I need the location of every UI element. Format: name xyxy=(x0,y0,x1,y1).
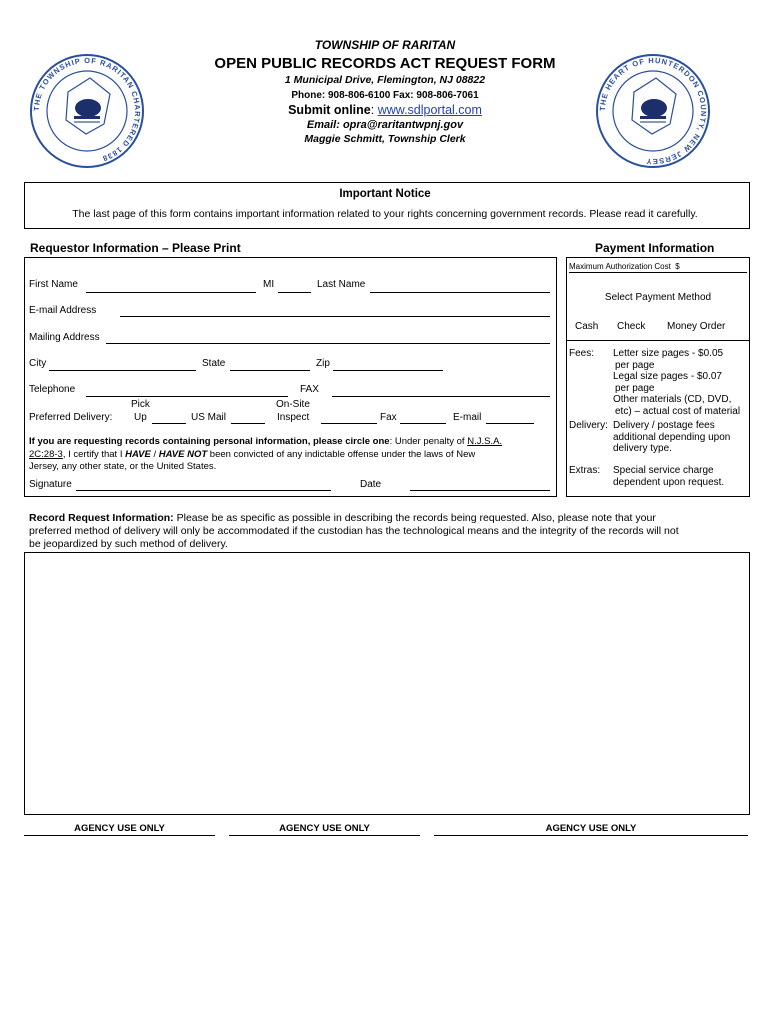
email-label: E-mail Address xyxy=(29,305,97,316)
record-request-instructions: Record Request Information: Please be as specific as possible in describing the records being requested. Also, please note that your preferred method of delivery will only be accommodated if the custodian has the technological means and the integrity of the records will not be jeopardized by such method of delivery. xyxy=(29,512,679,550)
first-name-label: First Name xyxy=(29,279,78,290)
last-name-field[interactable] xyxy=(370,279,550,293)
city-field[interactable] xyxy=(49,357,196,371)
delivery-label: Delivery: xyxy=(569,420,608,431)
date-label: Date xyxy=(360,479,382,490)
submit-online: Submit online: www.sdlportal.com xyxy=(288,103,482,117)
fees-list: Letter size pages - $0.05 per page Legal size pages - $0.07 per page Other materials (CD, DVD, etc) – actual cost of material xyxy=(613,348,741,417)
seal-inner-text: THE HEART OF HUNTERDON COUNTY, NEW JERSEY xyxy=(597,55,709,167)
up-label: Up xyxy=(134,412,147,423)
agency-use-col-1: AGENCY USE ONLY xyxy=(24,823,215,836)
mi-field[interactable] xyxy=(278,279,311,293)
date-field[interactable] xyxy=(410,478,550,491)
zip-field[interactable] xyxy=(333,357,443,371)
record-request-textarea[interactable] xyxy=(24,552,750,815)
township-name: TOWNSHIP OF RARITAN xyxy=(314,38,456,52)
max-auth-label: Maximum Authorization Cost $ xyxy=(569,262,680,271)
signature-field[interactable] xyxy=(76,478,331,491)
onsite-field[interactable] xyxy=(321,411,377,424)
requestor-heading: Requestor Information – Please Print xyxy=(30,241,241,255)
have-not-option[interactable]: HAVE NOT xyxy=(158,448,208,460)
phone-fax: Phone: 908-806-6100 Fax: 908-806-7061 xyxy=(291,90,479,101)
signature-label: Signature xyxy=(29,479,72,490)
payment-divider xyxy=(566,340,750,341)
state-field[interactable] xyxy=(230,357,310,371)
pick-label: Pick xyxy=(131,399,150,410)
telephone-field[interactable] xyxy=(86,383,288,397)
payment-check[interactable]: Check xyxy=(617,321,646,332)
last-name-label: Last Name xyxy=(317,279,366,290)
onsite-label: On-Site xyxy=(276,399,310,410)
payment-money-order[interactable]: Money Order xyxy=(667,321,726,332)
payment-cash[interactable]: Cash xyxy=(575,321,599,332)
fax-label: FAX xyxy=(300,384,319,395)
have-option[interactable]: HAVE xyxy=(125,448,151,460)
mailing-label: Mailing Address xyxy=(29,332,100,343)
clerk-email: Email: opra@raritantwpnj.gov xyxy=(306,119,464,131)
form-title: OPEN PUBLIC RECORDS ACT REQUEST FORM xyxy=(214,55,556,72)
inspect-label: Inspect xyxy=(277,412,310,423)
agency-use-col-2: AGENCY USE ONLY xyxy=(229,823,420,836)
fees-label: Fees: xyxy=(569,348,595,359)
telephone-label: Telephone xyxy=(29,384,76,395)
state-label: State xyxy=(202,358,226,369)
zip-label: Zip xyxy=(316,358,330,369)
us-mail-field[interactable] xyxy=(231,411,265,424)
extras-list: Special service charge dependent upon request. xyxy=(613,465,725,488)
max-auth-field[interactable] xyxy=(569,271,747,273)
mi-label: MI xyxy=(263,279,275,290)
first-name-field[interactable] xyxy=(86,279,256,293)
pickup-field[interactable] xyxy=(152,411,186,424)
email-option-label: E-mail xyxy=(453,412,482,423)
delivery-list: Delivery / postage fees additional depending upon delivery type. xyxy=(613,420,731,454)
mailing-field[interactable] xyxy=(106,330,550,344)
agency-use-col-3: AGENCY USE ONLY xyxy=(434,823,748,836)
email-option-field[interactable] xyxy=(486,411,534,424)
payment-heading: Payment Information xyxy=(595,241,715,255)
certification-text: If you are requesting records containing personal information, please circle one: Under penalty of N.J.S.A. 2C:28-3, I certify that I HAVE / HAVE NOT been convicted of any indictable offense under the laws of New Jersey, any other state, or the United States. xyxy=(29,436,503,472)
fax-option-field[interactable] xyxy=(400,411,446,424)
submit-url-link[interactable]: www.sdlportal.com xyxy=(377,103,482,117)
extras-label: Extras: xyxy=(569,465,601,476)
address: 1 Municipal Drive, Flemington, NJ 08822 xyxy=(284,74,486,86)
preferred-delivery-label: Preferred Delivery: xyxy=(29,412,113,423)
email-field[interactable] xyxy=(120,303,550,317)
fax-field[interactable] xyxy=(332,383,550,397)
clerk-name: Maggie Schmitt, Township Clerk xyxy=(304,133,466,145)
seal-outer-text: THE TOWNSHIP OF RARITAN CHARTERED 1838 xyxy=(31,55,143,164)
us-mail-label: US Mail xyxy=(191,412,227,423)
fax-option-label: Fax xyxy=(380,412,397,423)
city-label: City xyxy=(29,358,47,369)
select-payment-label: Select Payment Method xyxy=(604,292,712,303)
notice-text: The last page of this form contains important information related to your rights concerning government records. Please read it carefully. xyxy=(72,208,698,220)
notice-title: Important Notice xyxy=(339,188,431,200)
